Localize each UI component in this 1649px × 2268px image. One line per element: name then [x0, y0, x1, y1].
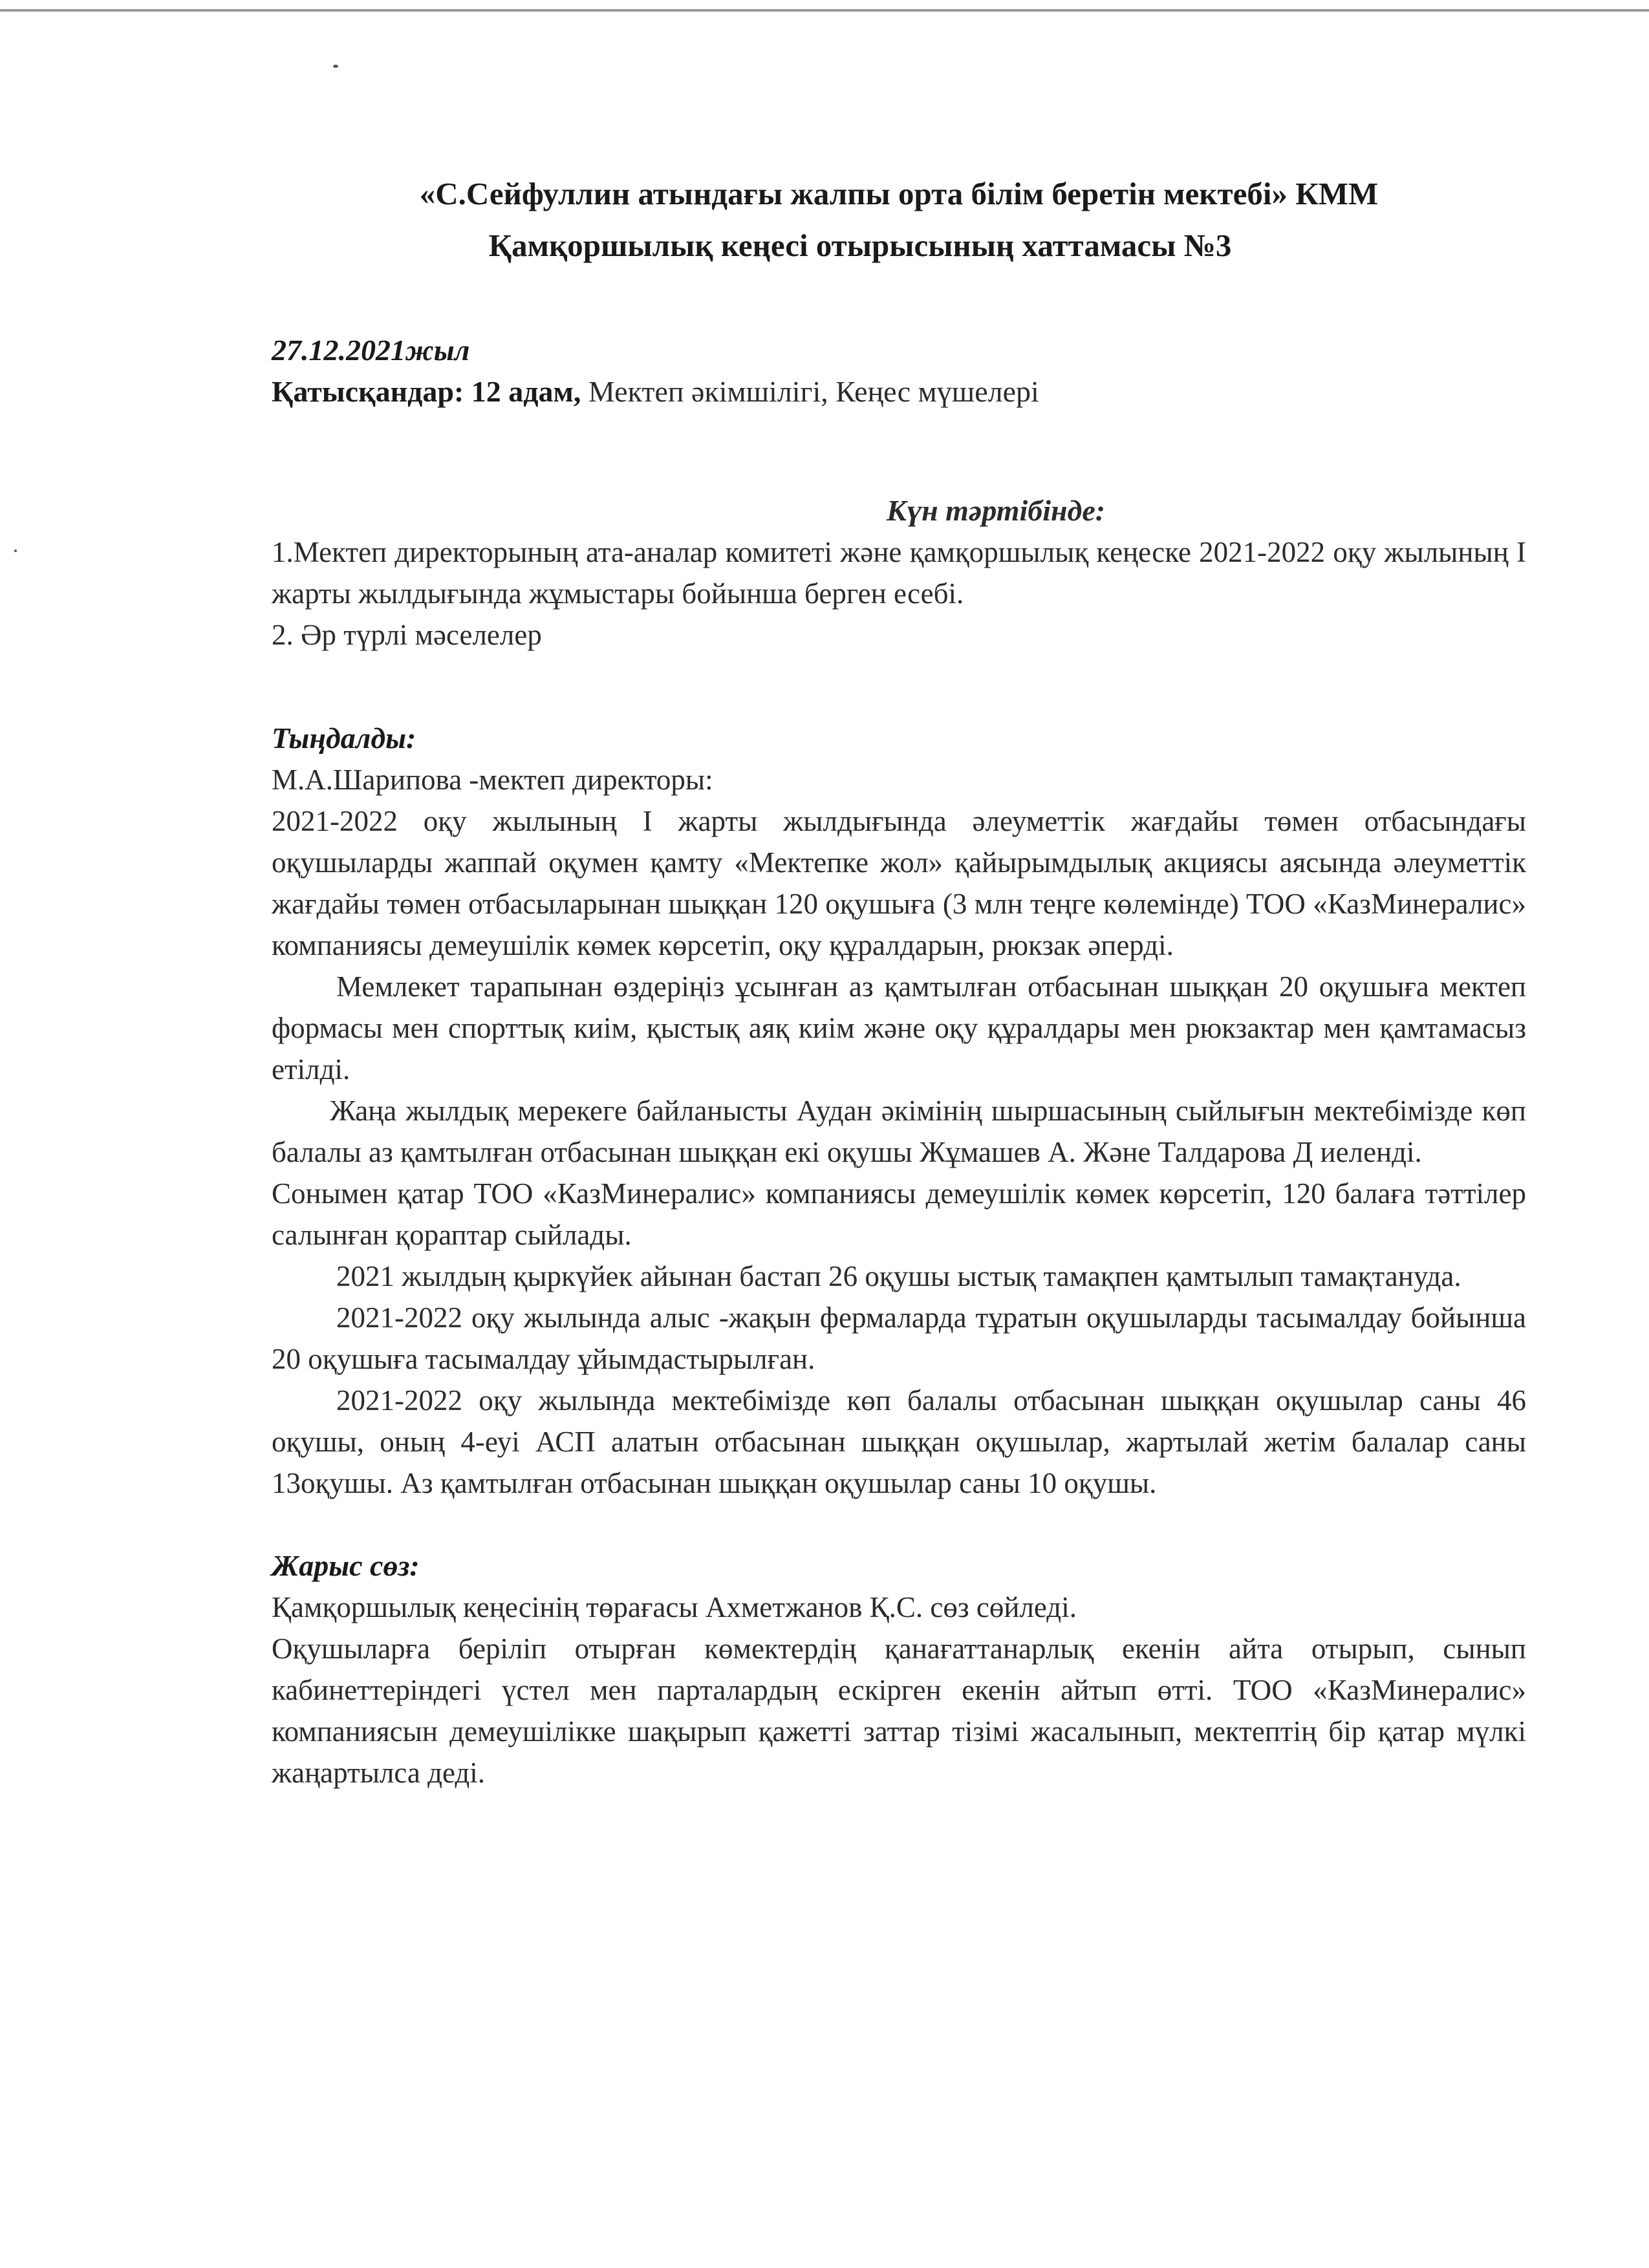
- listened-paragraph-5: 2021 жылдың қыркүйек айынан бастап 26 оқушы ыстық тамақпен қамтылып тамақтануда.: [336, 1260, 1461, 1292]
- scan-speck: [14, 550, 17, 552]
- listened-speaker: М.А.Шарипова -мектеп директоры:: [272, 764, 713, 796]
- debate-speaker: Қамқоршылық кеңесінің төрағасы Ахметжанов Қ.С. сөз сөйледі.: [272, 1591, 1077, 1623]
- listened-paragraph-1: 2021-2022 оқу жылының I жарты жылдығында әлеуметтік жағдайы төмен отбасындағы оқушыларды жаппай оқумен қамту «Мектепке жол» қайырымдылық акциясы аясында әлеуметтік жағдайы төмен отбасыларынан шыққан 120 оқушыға (3 млн теңге көлемінде) ТОО «КазМинералис» компаниясы демеушілік көмек көрсетіп, оқу құралдарын, рюкзак әперді.: [272, 805, 1526, 961]
- participants-list: Мектеп әкімшілігі, Кеңес мүшелері: [581, 375, 1039, 408]
- participants-line: [272, 371, 1526, 412]
- listened-paragraph-6: 2021-2022 оқу жылында алыс -жақын фермаларда тұратын оқушыларды тасымалдау бойынша 20 оқушыға тасымалдау ұйымдастырылған.: [272, 1301, 1526, 1375]
- listened-paragraph-3: Жаңа жылдық мерекеге байланысты Аудан әкімінің шыршасының сыйлығын мектебімізде көп балалы аз қамтылған отбасынан шыққан екі оқушы Жұмашев А. Және Талдарова Д иеленді.: [272, 1095, 1526, 1168]
- listened-heading: Тыңдалды:: [272, 722, 416, 754]
- meeting-date: 27.12.2021жыл: [272, 334, 470, 367]
- document-page: [272, 155, 1526, 1793]
- agenda-item-2: 2. Әр түрлі мәселелер: [272, 619, 542, 651]
- listened-paragraph-7: 2021-2022 оқу жылында мектебімізде көп балалы отбасынан шыққан оқушылар саны 46 оқушы, оның 4-еуі АСП алатын отбасынан шыққан оқушылар, жартылай жетім балалар саны 13оқушы. Аз қамтылған отбасынан шыққан оқушылар саны 10 оқушы.: [272, 1384, 1526, 1499]
- participants-count: 12 адам,: [471, 375, 581, 408]
- listened-paragraph-4: Сонымен қатар ТОО «КазМинералис» компаниясы демеушілік көмек көрсетіп, 120 балаға тәттілер салынған қораптар сыйлады.: [272, 1177, 1526, 1251]
- agenda-item-1: 1.Мектеп директорының ата-аналар комитеті және қамқоршылық кеңеске 2021-2022 оқу жылының I жарты жылдығында жұмыстары бойынша берген есебі.: [272, 536, 1526, 610]
- title-line-1: «С.Сейфуллин атындағы жалпы орта білім беретін мектебі» КММ: [419, 176, 1379, 211]
- debate-heading: Жарыс сөз:: [272, 1549, 420, 1582]
- document-title: [272, 168, 1526, 272]
- debate-paragraph-1: Оқушыларға беріліп отырған көмектердің қанағаттанарлық екенін айта отырып, сынып кабинеттеріндегі үстел мен парталардың ескірген екенін айтып өтті. ТОО «КазМинералис» компаниясын демеушілікке шақырып қажетті заттар тізімі жасалынып, мектептің бір қатар мүлкі жаңартылса деді.: [272, 1632, 1526, 1789]
- scan-edge-line: [0, 9, 1649, 12]
- title-line-2: Қамқоршылық кеңесі отырысының хаттамасы №3: [488, 228, 1232, 263]
- agenda-heading: Күн тәртібінде:: [886, 494, 1106, 527]
- listened-paragraph-2: Мемлекет тарапынан өздеріңіз ұсынған аз қамтылған отбасынан шыққан 20 оқушыға мектеп формасы мен спорттық киім, қыстық аяқ киім және оқу құралдары мен рюкзактар мен қамтамасыз етілді.: [272, 970, 1526, 1086]
- scan-speck: [333, 65, 338, 68]
- participants-label: Қатысқандар:: [272, 375, 464, 408]
